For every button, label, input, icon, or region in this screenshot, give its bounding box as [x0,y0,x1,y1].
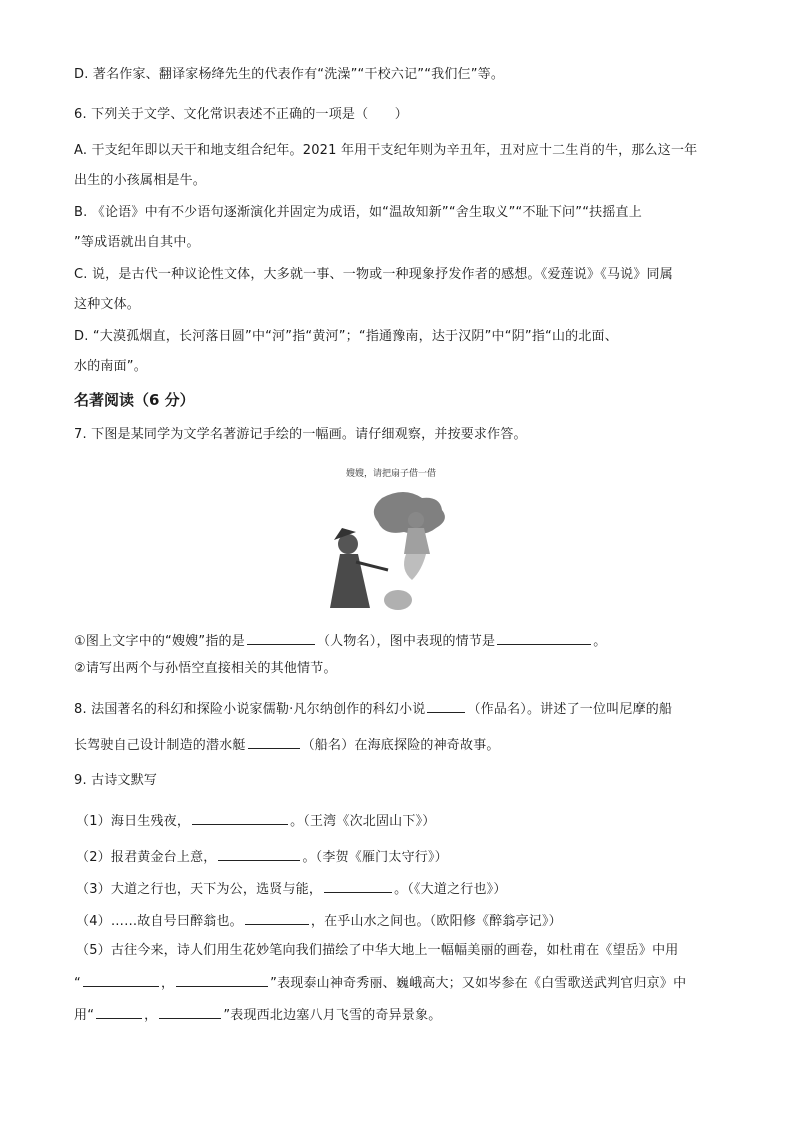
poem-5-line3 [74,1004,724,1025]
section-heading: 名著阅读（6 分） [74,391,195,409]
p5-text-c3: ”表现西北边塞八月飞雪的奇异景象。 [223,1008,442,1023]
answer-blank-ship[interactable] [248,734,300,749]
question-9: 9. 古诗文默写 [74,773,158,788]
q6-option-d-line1: D. “大漠孤烟直，长河落日圆”中“河”指“黄河”；“指通豫南，达于汉阴”中“阴”指“山的北面、 [74,329,618,344]
answer-blank-p4[interactable] [245,910,309,925]
question-8-line2 [74,734,724,755]
q6-option-c-line2: 这种文体。 [74,297,141,312]
q7-subquestion-1 [74,630,724,651]
poem-1 [76,810,726,831]
p3-text-a: （3）大道之行也，天下为公，选贤与能， [76,882,323,897]
p5-text-b3: ”表现泰山神奇秀丽、巍峨高大；又如岑参在《白雪歌送武判官归京》中 [270,976,687,991]
answer-blank-p5-4[interactable] [159,1004,221,1019]
q6-option-c-line1: C. 说，是古代一种议论性文体，大多就一事、一物或一种现象抒发作者的感想。《爱莲说》《马说》同属 [74,267,673,282]
q7s1-text-a: ①图上文字中的“嫂嫂”指的是 [74,634,245,649]
figure-skirt-2 [404,554,426,580]
drawing-svg [312,458,480,618]
p5-text-b1: “ [74,976,81,991]
bag-shape [384,590,412,610]
p2-text-a: （2）报君黄金台上意， [76,850,217,865]
question-8-line1 [74,698,724,719]
answer-blank-p5-1[interactable] [83,972,159,987]
illustration [312,458,480,618]
q6-option-d-line2: 水的南面”。 [74,359,147,374]
q7s1-text-b: （人物名），图中表现的情节是 [316,634,496,649]
poem-2 [76,846,726,867]
q8-text-b: （作品名）。讲述了一位叫尼摩的船 [467,702,673,717]
p1-text-a: （1）海日生残夜， [76,814,191,829]
p1-text-b: 。（王湾《次北固山下》） [290,814,436,829]
q8-text-c: 长驾驶自己设计制造的潜水艇 [74,738,246,753]
p5-text-c1: 用“ [74,1008,95,1023]
p5-text-c2: ， [144,1008,158,1023]
poem-4 [76,910,726,931]
figure-head-2 [408,512,424,528]
answer-blank-p2[interactable] [218,846,300,861]
p4-text-b: ，在乎山水之间也。（欧阳修《醉翁亭记》） [310,914,562,929]
answer-blank-p1[interactable] [192,810,288,825]
question-7: 7. 下图是某同学为文学名著游记手绘的一幅画。请仔细观察，并按要求作答。 [74,427,527,442]
q8-text-a: 8. 法国著名的科幻和探险小说家儒勒·凡尔纳创作的科幻小说 [74,702,426,717]
q6-option-b-line1: B. 《论语》中有不少语句逐渐演化并固定为成语，如“温故知新”“舍生取义”“不耻下问”“扶摇直上 [74,205,642,220]
p5-text-b2: ， [160,976,175,991]
q8-text-d: （船名）在海底探险的神奇故事。 [301,738,500,753]
p4-text-a: （4）……故自号曰醉翁也。 [76,914,243,929]
cloud-shape [374,492,445,534]
q7-subquestion-2: ②请写出两个与孙悟空直接相关的其他情节。 [74,661,337,676]
q7s1-text-c: 。 [593,634,607,649]
p2-text-b: 。（李贺《雁门太守行》） [302,850,448,865]
figure-caption: 嫂嫂，请把扇子借一借 [346,469,437,479]
q6-option-b-line2: ”等成语就出自其中。 [74,235,200,250]
answer-blank-p5-2[interactable] [176,972,268,987]
poem-5-line2 [74,972,724,993]
answer-blank-plot[interactable] [497,630,591,645]
q6-option-a-line1: A. 干支纪年即以天干和地支组合纪年。2021 年用干支纪年则为辛丑年，丑对应十二生肖的牛，那么这一年 [74,143,698,158]
poem-3 [76,878,726,899]
answer-blank-person[interactable] [247,630,315,645]
poem-5-line1: （5）古往今来，诗人们用生花妙笔向我们描绘了中华大地上一幅幅美丽的画卷，如杜甫在《望岳》中用 [76,943,679,958]
answer-blank-p3[interactable] [324,878,392,893]
figure-body-1 [330,554,370,608]
q6-option-a-line2: 出生的小孩属相是牛。 [74,173,207,188]
option-d-q5: D. 著名作家、翻译家杨绛先生的代表作有“洗澡”“干校六记”“我们仨”等。 [74,67,505,82]
answer-blank-p5-3[interactable] [96,1004,142,1019]
p3-text-b: 。（《大道之行也》） [394,882,507,897]
answer-blank-novel[interactable] [427,698,465,713]
question-6: 6. 下列关于文学、文化常识表述不正确的一项是（ ） [74,107,408,122]
